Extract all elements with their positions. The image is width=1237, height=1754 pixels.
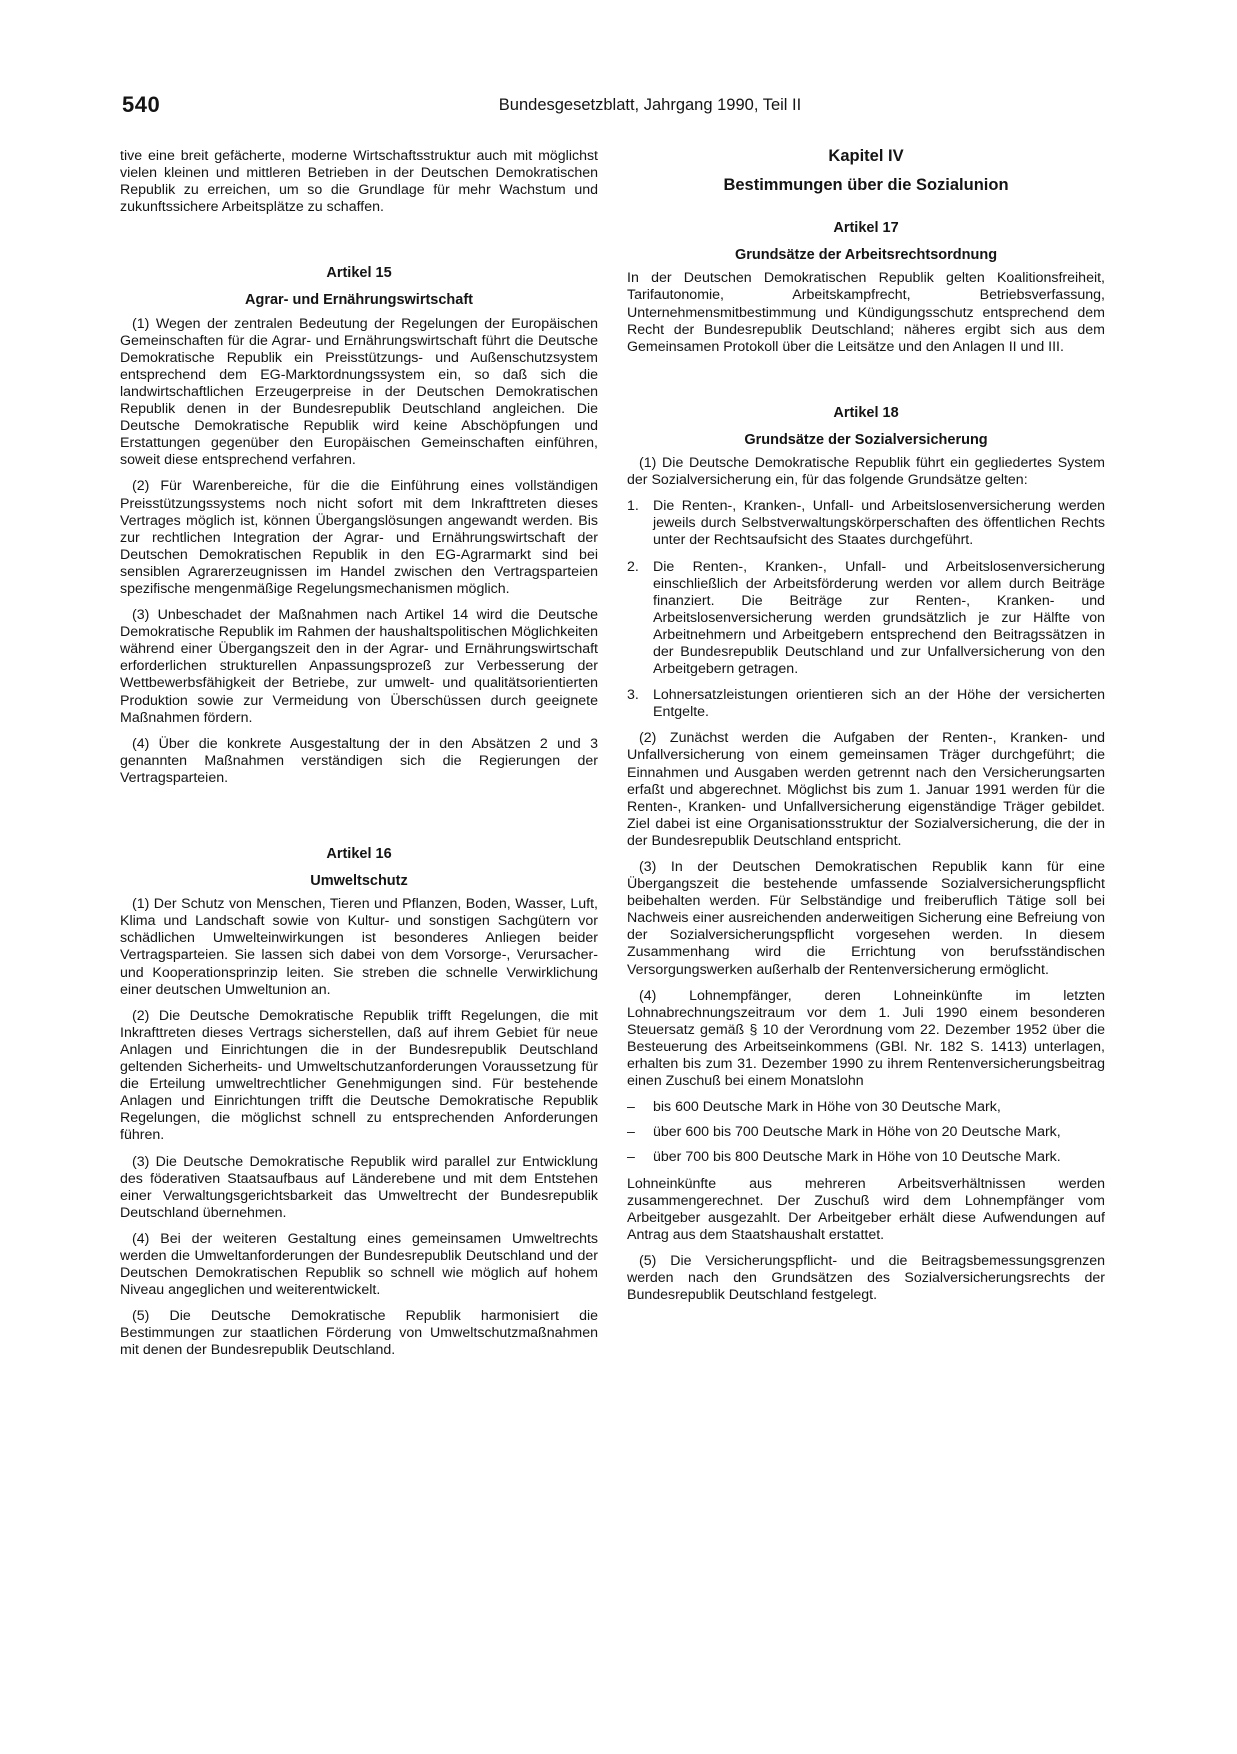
paragraph: (4) Lohnempfänger, deren Lohneinkünfte im letzten Lohnabrechnungszeitraum vor dem 1. Juli 1990 einem besonderen Steuersatz gemäß § 10 der Verordnung vom 22. Dezember 1952 über die Besteuerung des Arbeitseinkommens (GBl. Nr. 182 S. 1413) unterlagen, erhalten bis zum 31. Dezember 1990 zu ihrem Rentenversicherungsbeitrag einen Zuschuß bei einem Monatslohn <box>627 987 1105 1090</box>
article-16 <box>120 846 598 1360</box>
list-item <box>627 687 1105 721</box>
article-title: Grundsätze der Sozialversicherung <box>744 431 988 448</box>
paragraph: (1) Die Deutsche Demokratische Republik führt ein gegliedertes System der Sozialversicherung ein, für das folgende Grundsätze gelten: <box>627 455 1105 489</box>
list-item <box>627 559 1105 679</box>
paragraph: (1) Wegen der zentralen Bedeutung der Regelungen der Europäischen Gemeinschaften für die Agrar- und Ernährungswirtschaft führt die Deutsche Demokratische Republik ein Preisstützungs- und Außenschutzsystem entsprechend dem EG-Marktordnungssystem ein, so daß sich die landwirtschaftlichen Erzeugerpreise in der Deutschen Demokratischen Republik denen in der Bundesrepublik Deutschland angleichen. Die Deutsche Demokratische Republik wird keine Abschöpfungen und Erstattungen gegenüber den Europäischen Gemeinschaften einführen, soweit diese entsprechend verfahren. <box>120 315 598 469</box>
left-column <box>120 148 598 1369</box>
list-item <box>627 498 1105 549</box>
article-15 <box>120 265 598 787</box>
list-number: 1. <box>627 498 639 515</box>
paragraph: In der Deutschen Demokratischen Republik gelten Koalitionsfreiheit, Tarifautonomie, Arbeitskampfrecht, Betriebsverfassung, Unternehmensmitbestimmung und Kündigungsschutz entsprechend dem Recht der Bundesrepublik Deutschland; näheres ergibt sich aus dem Gemeinsamen Protokoll über die Leitsätze und den Anlagen II und III. <box>627 270 1105 355</box>
page-number: 540 <box>122 92 161 117</box>
list-text: über 600 bis 700 Deutsche Mark in Höhe von 20 Deutsche Mark, <box>653 1124 1061 1141</box>
dash-marker: – <box>627 1099 635 1116</box>
article-title: Umweltschutz <box>310 873 408 890</box>
continued-paragraph: tive eine breit gefächerte, moderne Wirtschaftsstruktur auch mit möglichst vielen kleinen und mittleren Betrieben in der Deutschen Demokratischen Republik zu erreichen, um so die Grundlage für mehr Wachstum und zukunftssichere Arbeitsplätze zu schaffen. <box>120 148 598 216</box>
list-item <box>627 1149 1105 1166</box>
paragraph: (4) Über die konkrete Ausgestaltung der in den Absätzen 2 und 3 genannten Maßnahmen verständigen sich die Regierungen der Vertragsparteien. <box>120 735 598 786</box>
numbered-list <box>627 498 1105 721</box>
list-text: Lohnersatzleistungen orientieren sich an der Höhe der versicherten Entgelte. <box>653 687 1105 721</box>
article-number: Artikel 17 <box>833 220 899 237</box>
paragraph: (5) Die Deutsche Demokratische Republik harmonisiert die Bestimmungen zur staatlichen Förderung von Umweltschutzmaßnahmen mit denen der Bundesrepublik Deutschland. <box>120 1308 598 1359</box>
article-number: Artikel 15 <box>326 265 392 282</box>
paragraph: (3) Die Deutsche Demokratische Republik wird parallel zur Entwicklung des föderativen Staatsaufbaus auf Länderebene und mit dem Entstehen einer Verwaltungsgerichtsbarkeit das Umweltrecht der Bundesrepublik Deutschland übernehmen. <box>120 1153 598 1221</box>
paragraph: (5) Die Versicherungspflicht- und die Beitragsbemessungsgrenzen werden nach den Grundsätzen des Sozialversicherungsrechts der Bundesrepublik Deutschland festgelegt. <box>627 1252 1105 1304</box>
article-title: Agrar- und Ernährungswirtschaft <box>245 292 473 309</box>
article-number: Artikel 18 <box>833 404 899 421</box>
list-item <box>627 1099 1105 1116</box>
dash-list <box>627 1099 1105 1166</box>
list-text: über 700 bis 800 Deutsche Mark in Höhe von 10 Deutsche Mark. <box>653 1149 1061 1166</box>
chapter-number: Kapitel IV <box>828 147 904 165</box>
dash-marker: – <box>627 1124 635 1141</box>
list-number: 3. <box>627 687 639 704</box>
dash-marker: – <box>627 1149 635 1166</box>
paragraph: (2) Die Deutsche Demokratische Republik trifft Regelungen, die mit Inkrafttreten dieses Vertrags sicherstellen, daß auf ihrem Gebiet für neue Anlagen und Einrichtungen die in der Bundesrepublik Deutschland geltenden Sicherheits- und Umweltschutzanforderungen Voraussetzung für die Erteilung umweltrechtlicher Genehmigungen sind. Für bestehende Anlagen und Einrichtungen trifft die Deutsche Demokratische Republik Regelungen, die möglichst schnell zu entsprechenden Anforderungen führen. <box>120 1007 598 1144</box>
list-number: 2. <box>627 558 639 575</box>
right-column <box>627 148 1105 1313</box>
paragraph: Lohneinkünfte aus mehreren Arbeitsverhältnissen werden zusammengerechnet. Der Zuschuß wird dem Lohnempfänger vom Arbeitgeber ausgezahlt. Der Arbeitgeber erhält diese Aufwendungen auf Antrag aus dem Staatshaushalt erstattet. <box>627 1175 1105 1243</box>
chapter-title: Bestimmungen über die Sozialunion <box>723 176 1009 195</box>
paragraph: (4) Bei der weiteren Gestaltung eines gemeinsamen Umweltrechts werden die Umweltanforderungen der Bundesrepublik Deutschland und der Deutschen Demokratischen Republik so schnell wie möglich auf hohem Niveau angeglichen und weiterentwickelt. <box>120 1230 598 1299</box>
paragraph: (2) Für Warenbereiche, für die die Einführung eines vollständigen Preisstützungssystems noch nicht sofort mit dem Inkrafttreten dieses Vertrages möglich ist, können Übergangslösungen angewandt werden. Bis zur rechtlichen Integration der Agrar- und Ernährungswirtschaft der Deutschen Demokratischen Republik in den EG-Agrarmarkt sind bei sensiblen Agrarerzeugnissen im Handel zwischen den Vertragsparteien spezifische mengenmäßige Regelungsmechanismen möglich. <box>120 478 598 597</box>
article-title: Grundsätze der Arbeitsrechtsordnung <box>734 247 998 264</box>
list-text: Die Renten-, Kranken-, Unfall- und Arbeitslosenversicherung einschließlich der Arbeitsförderung werden vor allem durch Beiträge finanziert. Die Beiträge zur Renten-, Kranken- und Arbeitslosenversicherung werden grundsätzlich je zur Hälfte von Arbeitnehmern und Arbeitgebern entsprechend den Beitragssätzen in der Bundesrepublik Deutschland und zur Unfallversicherung von den Arbeitgebern getragen. <box>653 558 1105 678</box>
article-18 <box>627 405 1105 1304</box>
list-text: Die Renten-, Kranken-, Unfall- und Arbeitslosenversicherung werden jeweils durch Selbstverwaltungskörperschaften des öffentlichen Rechts unter der Rechtsaufsicht des Staates durchgeführt. <box>653 498 1105 549</box>
paragraph: (1) Der Schutz von Menschen, Tieren und Pflanzen, Boden, Wasser, Luft, Klima und Landschaft sowie von Kultur- und sonstigen Sachgütern vor schädlichen Umwelteinwirkungen ist besonderes Anliegen beider Vertragsparteien. Sie lassen sich dabei von dem Vorsorge-, Verursacher- und Kooperationsprinzip leiten. Sie streben die schnelle Verwirklichung einer deutschen Umweltunion an. <box>120 896 598 998</box>
list-text: bis 600 Deutsche Mark in Höhe von 30 Deutsche Mark, <box>653 1099 1001 1116</box>
running-head: Bundesgesetzblatt, Jahrgang 1990, Teil II <box>498 96 802 114</box>
paragraph: (3) In der Deutschen Demokratischen Republik kann für eine Übergangszeit die bestehende umfassende Sozialversicherungspflicht beibehalten werden. Für Selbständige und freiberuflich Tätige soll bei Nachweis einer ausreichenden anderweitigen Sicherung eine Befreiung von der Sozialversicherungspflicht vorgesehen werden. In diesem Zusammenhang wird die Errichtung von berufsständischen Versorgungswerken außerhalb der Rentenversicherung ermöglicht. <box>627 859 1105 978</box>
article-17 <box>627 220 1105 356</box>
article-number: Artikel 16 <box>326 846 392 862</box>
paragraph: (3) Unbeschadet der Maßnahmen nach Artikel 14 wird die Deutsche Demokratische Republik im Rahmen der haushaltspolitischen Möglichkeiten während einer Übergangszeit den in der Agrar- und Ernährungswirtschaft erforderlichen strukturellen Anpassungsprozeß zur Verbesserung der Wettbewerbsfähigkeit der Betriebe, zur umwelt- und qualitätsorientierten Produktion sowie zur Vermeidung von Überschüssen durch geeignete Maßnahmen fördern. <box>120 607 598 726</box>
list-item <box>627 1124 1105 1141</box>
paragraph: (2) Zunächst werden die Aufgaben der Renten-, Kranken- und Unfallversicherung von einem gemeinsamen Träger durchgeführt; die Einnahmen und Ausgaben werden getrennt nach den Versicherungsarten erfaßt und abgerechnet. Möglichst bis zum 1. Januar 1991 werden für die Renten-, Kranken- und Unfallversicherung eigenständige Träger gebildet. Ziel dabei ist eine Organisationsstruktur der Sozialversicherung, die der in der Bundesrepublik Deutschland entspricht. <box>627 730 1105 849</box>
